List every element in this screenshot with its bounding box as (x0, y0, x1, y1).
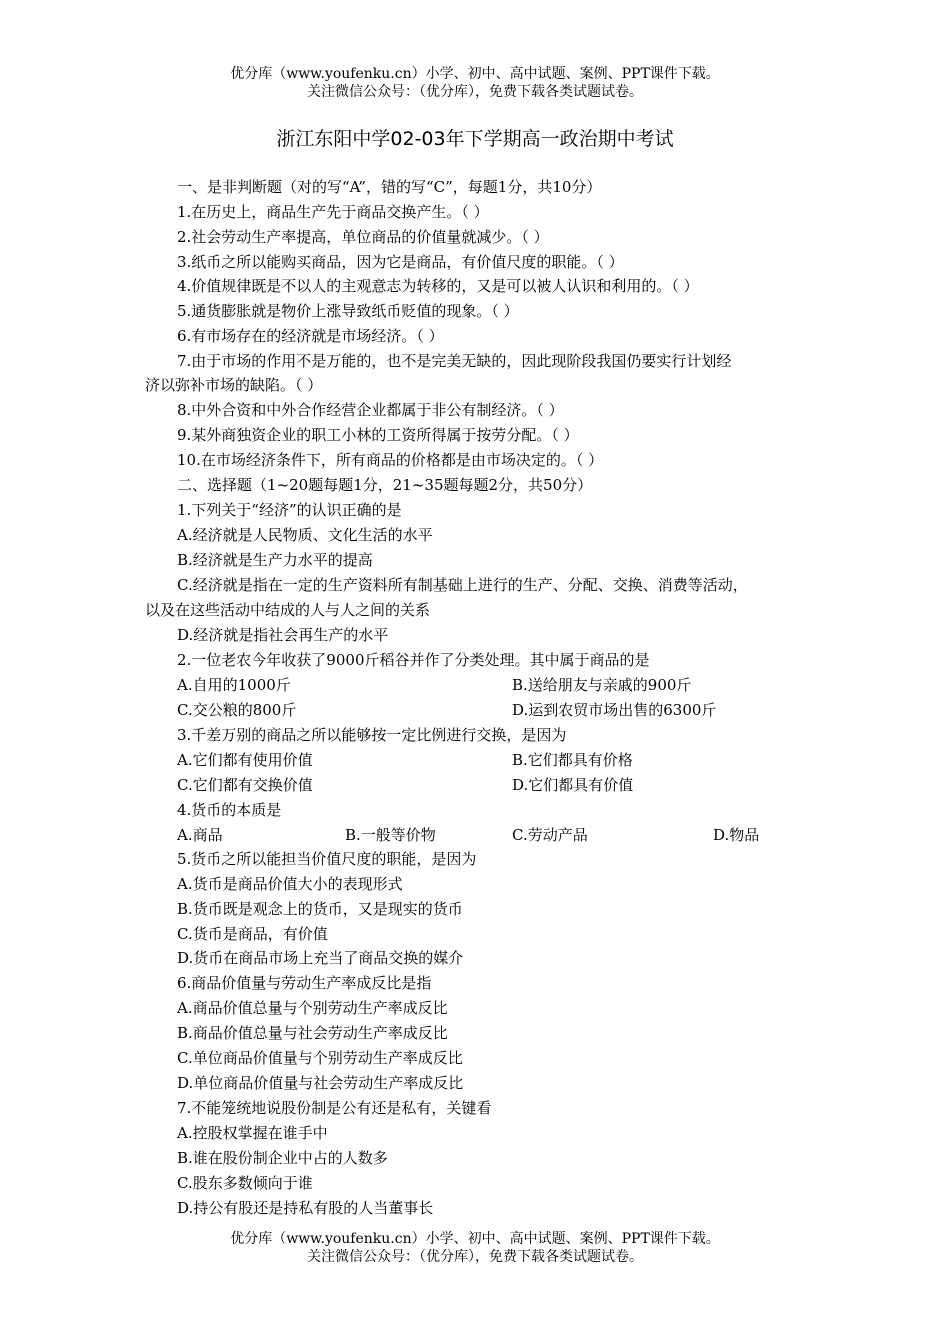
header-line-2: 关注微信公众号：（优分库），免费下载各类试题试卷。 (307, 84, 643, 100)
q3-stem: 3.千差万别的商品之所以能够按一定比例进行交换，是因为 (177, 726, 567, 744)
q2-option-d: D.运到农贸市场出售的6300斤 (512, 701, 717, 719)
tf-item-9: 9.某外商独资企业的职工小林的工资所得属于按劳分配。（ ） (177, 426, 579, 444)
section1-heading: 一、是非判断题（对的写“A”，错的写“C”，每题1分，共10分） (177, 178, 602, 196)
tf-item-4: 4.价值规律既是不以人的主观意志为转移的，又是可以被人认识和利用的。（ ） (177, 277, 699, 295)
q4-option-c: C.劳动产品 (512, 826, 588, 844)
q6-option-d: D.单位商品价值量与社会劳动生产率成反比 (177, 1074, 464, 1092)
q4-option-a: A.商品 (177, 826, 223, 844)
q1-stem: 1.下列关于“经济”的认识正确的是 (177, 501, 402, 519)
tf-item-10: 10.在市场经济条件下，所有商品的价格都是由市场决定的。（ ） (177, 451, 604, 469)
q7-option-c: C.股东多数倾向于谁 (177, 1174, 313, 1192)
q3-option-a: A.它们都有使用价值 (177, 751, 313, 769)
q3-option-b: B.它们都具有价格 (512, 751, 633, 769)
q4-stem: 4.货币的本质是 (177, 801, 282, 819)
q7-option-d: D.持公有股还是持私有股的人当董事长 (177, 1199, 434, 1217)
section2-heading: 二、选择题（1~20题每题1分，21~35题每题2分，共50分） (177, 476, 593, 494)
page-title: 浙江东阳中学02-03年下学期高一政治期中考试 (276, 128, 674, 150)
q1-option-b: B.经济就是生产力水平的提高 (177, 551, 373, 569)
footer-line-1: 优分库（www.youfenku.cn）小学、初中、高中试题、案例、PPT课件下载。 (230, 1231, 720, 1247)
q1-option-d: D.经济就是指社会再生产的水平 (177, 626, 389, 644)
tf-item-2: 2.社会劳动生产率提高，单位商品的价值量就减少。（ ） (177, 228, 549, 246)
q5-option-d: D.货币在商品市场上充当了商品交换的媒介 (177, 949, 464, 967)
tf-item-7: 7.由于市场的作用不是万能的，也不是完美无缺的，因此现阶段我国仍要实行计划经 (177, 352, 732, 370)
q1-option-c: C.经济就是指在一定的生产资料所有制基础上进行的生产、分配、交换、消费等活动， (177, 576, 748, 594)
q6-option-b: B.商品价值总量与社会劳动生产率成反比 (177, 1024, 448, 1042)
q4-option-d: D.物品 (713, 826, 760, 844)
q2-option-c: C.交公粮的800斤 (177, 701, 297, 719)
q7-stem: 7.不能笼统地说股份制是公有还是私有，关键看 (177, 1099, 492, 1117)
q3-option-d: D.它们都具有价值 (512, 776, 634, 794)
q2-stem: 2.一位老农今年收获了9000斤稻谷并作了分类处理。其中属于商品的是 (177, 651, 650, 669)
q5-stem: 5.货币之所以能担当价值尺度的职能，是因为 (177, 850, 477, 868)
q4-option-b: B.一般等价物 (345, 826, 436, 844)
q1-option-a: A.经济就是人民物质、文化生活的水平 (177, 526, 433, 544)
tf-item-5: 5.通货膨胀就是物价上涨导致纸币贬值的现象。（ ） (177, 302, 519, 320)
q7-option-b: B.谁在股份制企业中占的人数多 (177, 1149, 388, 1167)
tf-item-7-cont: 济以弥补市场的缺陷。（ ） (145, 376, 323, 394)
q5-option-a: A.货币是商品价值大小的表现形式 (177, 875, 403, 893)
q2-option-a: A.自用的1000斤 (177, 676, 291, 694)
tf-item-6: 6.有市场存在的经济就是市场经济。（ ） (177, 327, 444, 345)
footer-line-2: 关注微信公众号：（优分库），免费下载各类试题试卷。 (307, 1249, 643, 1265)
q5-option-b: B.货币既是观念上的货币，又是现实的货币 (177, 900, 463, 918)
tf-item-8: 8.中外合资和中外合作经营企业都属于非公有制经济。（ ） (177, 401, 564, 419)
q3-option-c: C.它们都有交换价值 (177, 776, 313, 794)
q6-stem: 6.商品价值量与劳动生产率成反比是指 (177, 974, 432, 992)
q7-option-a: A.控股权掌握在谁手中 (177, 1124, 328, 1142)
tf-item-1: 1.在历史上，商品生产先于商品交换产生。（ ） (177, 203, 489, 221)
q6-option-c: C.单位商品价值量与个别劳动生产率成反比 (177, 1049, 463, 1067)
q2-option-b: B.送给朋友与亲戚的900斤 (512, 676, 692, 694)
q5-option-c: C.货币是商品，有价值 (177, 925, 328, 943)
header-line-1: 优分库（www.youfenku.cn）小学、初中、高中试题、案例、PPT课件下载。 (230, 66, 720, 82)
q1-option-c-cont: 以及在这些活动中结成的人与人之间的关系 (145, 601, 431, 619)
tf-item-3: 3.纸币之所以能购买商品，因为它是商品，有价值尺度的职能。（ ） (177, 253, 624, 271)
q6-option-a: A.商品价值总量与个别劳动生产率成反比 (177, 999, 448, 1017)
